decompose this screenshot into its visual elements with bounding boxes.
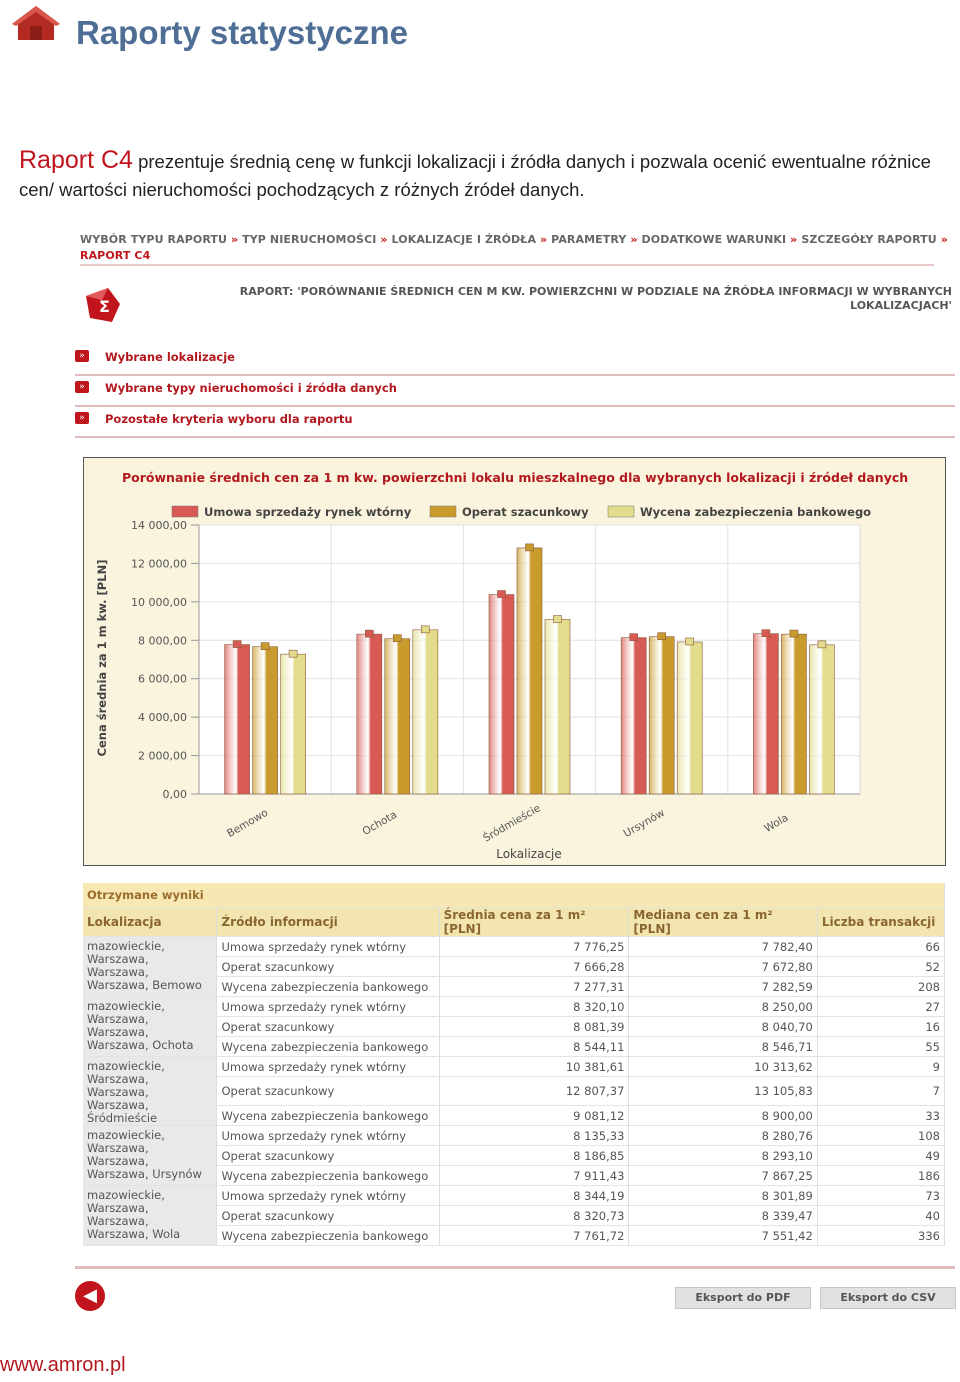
- transaction-count-cell: 186: [817, 1166, 944, 1186]
- bar: [781, 634, 806, 794]
- bar-marker: [233, 641, 241, 648]
- divider: [75, 1266, 955, 1269]
- location-line: Warszawa,: [87, 1012, 149, 1026]
- median-price-cell: 8 546,71: [629, 1037, 817, 1057]
- intro-text: prezentuje średnią cenę w funkcji lokalizacji i źródła danych i pozwala ocenić ewentualne różnice cen/ wartości nieruchomości pochodzących z różnych źródeł danych.: [19, 151, 931, 200]
- bar: [281, 654, 306, 794]
- bar: [253, 647, 278, 794]
- y-axis-label: Cena średnia za 1 m kw. [PLN]: [95, 559, 109, 757]
- bar-marker: [762, 630, 770, 637]
- bar: [621, 638, 646, 794]
- location-cell: [83, 997, 217, 1057]
- breadcrumb-separator: »: [230, 233, 239, 246]
- location-cell: [83, 1057, 217, 1126]
- transaction-count-cell: 336: [817, 1226, 944, 1246]
- mean-price-cell: 7 666,28: [439, 957, 629, 977]
- source-cell: Umowa sprzedaży rynek wtórny: [217, 1126, 439, 1146]
- table-header-row: [83, 908, 945, 937]
- x-tick-label: Wola: [762, 811, 791, 835]
- bar-marker: [658, 633, 666, 640]
- transaction-count-cell: 49: [817, 1146, 944, 1166]
- mean-price-cell: 8 186,85: [439, 1146, 629, 1166]
- divider: [80, 264, 934, 266]
- source-cell: Wycena zabezpieczenia bankowego: [217, 1037, 439, 1057]
- bar-marker: [818, 641, 826, 648]
- mean-price-cell: 8 081,39: [439, 1017, 629, 1037]
- median-price-cell: 8 280,76: [629, 1126, 817, 1146]
- legend-label: Operat szacunkowy: [462, 505, 589, 519]
- bar: [225, 645, 250, 794]
- transaction-count-cell: 16: [817, 1017, 944, 1037]
- location-line: Śródmieście: [87, 1111, 158, 1125]
- results-table: [83, 883, 945, 1243]
- section-label: Wybrane typy nieruchomości i źródła danych: [105, 381, 397, 395]
- bar: [545, 620, 570, 794]
- table-row: [83, 1126, 945, 1146]
- x-tick-label: Śródmieście: [481, 802, 543, 845]
- location-line: mazowieckie,: [87, 1188, 165, 1202]
- breadcrumb: [80, 232, 950, 264]
- breadcrumb-item[interactable]: DODATKOWE WARUNKI: [641, 233, 787, 246]
- location-line: Warszawa,: [87, 1141, 149, 1155]
- transaction-count-cell: 208: [817, 977, 944, 997]
- section-label: Wybrane lokalizacje: [105, 350, 235, 364]
- y-tick-label: 4 000,00: [138, 711, 187, 725]
- location-line: Warszawa,: [87, 952, 149, 966]
- legend-swatch: [430, 506, 456, 517]
- location-line: mazowieckie,: [87, 999, 165, 1013]
- home-icon[interactable]: [8, 4, 64, 44]
- mean-price-cell: 8 135,33: [439, 1126, 629, 1146]
- median-price-cell: 8 900,00: [629, 1106, 817, 1126]
- location-cell: [83, 1126, 217, 1186]
- breadcrumb-item[interactable]: WYBÓR TYPU RAPORTU: [80, 233, 228, 246]
- source-cell: Wycena zabezpieczenia bankowego: [217, 977, 439, 997]
- source-cell: Wycena zabezpieczenia bankowego: [217, 1226, 439, 1246]
- breadcrumb-item[interactable]: LOKALIZACJE I ŹRÓDŁA: [391, 233, 537, 246]
- column-header: Źródło informacji: [217, 908, 439, 937]
- mean-price-cell: 9 081,12: [439, 1106, 629, 1126]
- section-other-criteria[interactable]: [75, 410, 955, 438]
- table-row: [83, 937, 945, 957]
- median-price-cell: 7 867,25: [629, 1166, 817, 1186]
- location-line: Warszawa,: [87, 965, 149, 979]
- bar: [357, 634, 382, 794]
- transaction-count-cell: 9: [817, 1057, 944, 1077]
- bar: [489, 595, 514, 794]
- section-label: Pozostałe kryteria wyboru dla raportu: [105, 412, 353, 426]
- x-axis-label: Lokalizacje: [496, 847, 562, 861]
- transaction-count-cell: 66: [817, 937, 944, 957]
- legend-swatch: [608, 506, 634, 517]
- intro-paragraph: [19, 146, 949, 204]
- svg-text:Σ: Σ: [99, 297, 110, 316]
- bar: [809, 645, 834, 794]
- source-cell: Umowa sprzedaży rynek wtórny: [217, 997, 439, 1017]
- breadcrumb-current: RAPORT C4: [80, 249, 151, 262]
- median-price-cell: 7 782,40: [629, 937, 817, 957]
- y-tick-label: 2 000,00: [138, 749, 187, 763]
- bar-marker: [365, 630, 373, 637]
- y-tick-label: 14 000,00: [131, 519, 187, 532]
- column-header: Liczba transakcji: [817, 908, 944, 937]
- location-cell: [83, 1186, 217, 1246]
- mean-price-cell: 7 761,72: [439, 1226, 629, 1246]
- mean-price-cell: 8 344,19: [439, 1186, 629, 1206]
- mean-price-cell: 12 807,37: [439, 1077, 629, 1106]
- arrow-left-icon: ◀: [83, 1285, 97, 1306]
- back-button[interactable]: [75, 1281, 105, 1311]
- bar: [517, 548, 542, 794]
- transaction-count-cell: 73: [817, 1186, 944, 1206]
- table-caption: Otrzymane wyniki: [83, 883, 945, 908]
- mean-price-cell: 8 320,73: [439, 1206, 629, 1226]
- bar: [753, 634, 778, 794]
- source-cell: Umowa sprzedaży rynek wtórny: [217, 937, 439, 957]
- report-logo-icon: [82, 284, 124, 326]
- bar-marker: [630, 634, 638, 641]
- location-line: Warszawa,: [87, 1214, 149, 1228]
- export-pdf-button[interactable]: Eksport do PDF: [675, 1287, 811, 1309]
- y-tick-label: 0,00: [162, 788, 187, 801]
- bar: [413, 630, 438, 794]
- location-line: Warszawa, Ochota: [87, 1038, 194, 1052]
- median-price-cell: 7 282,59: [629, 977, 817, 997]
- chart-canvas: [84, 458, 945, 865]
- report-title: RAPORT: 'PORÓWNANIE ŚREDNICH CEN M KW. POWIERZCHNI W PODZIALE NA ŹRÓDŁA INFORMACJI W WYBRANYCH LOKALIZACJACH': [239, 285, 952, 312]
- column-header: Mediana cen za 1 m² [PLN]: [629, 908, 817, 937]
- location-line: Warszawa,: [87, 1025, 149, 1039]
- location-line: mazowieckie,: [87, 1128, 165, 1142]
- expand-icon: »: [75, 350, 89, 362]
- bar-marker: [498, 591, 506, 598]
- transaction-count-cell: 40: [817, 1206, 944, 1226]
- median-price-cell: 8 301,89: [629, 1186, 817, 1206]
- table-row: [83, 1057, 945, 1077]
- legend-label: Umowa sprzedaży rynek wtórny: [204, 505, 412, 519]
- source-cell: Umowa sprzedaży rynek wtórny: [217, 1186, 439, 1206]
- table-row: [83, 1186, 945, 1206]
- bar-marker: [526, 544, 534, 551]
- bar-marker: [554, 616, 562, 623]
- source-cell: Operat szacunkowy: [217, 957, 439, 977]
- location-line: mazowieckie,: [87, 939, 165, 953]
- mean-price-cell: 7 277,31: [439, 977, 629, 997]
- bar-marker: [686, 638, 694, 645]
- source-cell: Operat szacunkowy: [217, 1077, 439, 1106]
- section-property-types[interactable]: [75, 379, 955, 407]
- bar: [385, 639, 410, 794]
- x-tick-label: Ochota: [360, 808, 400, 839]
- footer-url[interactable]: www.amron.pl: [0, 1354, 126, 1376]
- transaction-count-cell: 52: [817, 957, 944, 977]
- breadcrumb-item[interactable]: SZCZEGÓŁY RAPORTU: [801, 233, 937, 246]
- bar: [649, 637, 674, 794]
- transaction-count-cell: 7: [817, 1077, 944, 1106]
- median-price-cell: 7 672,80: [629, 957, 817, 977]
- expand-icon: »: [75, 412, 89, 424]
- legend-label: Wycena zabezpieczenia bankowego: [640, 505, 872, 519]
- source-cell: Operat szacunkowy: [217, 1206, 439, 1226]
- bar-marker: [261, 643, 269, 650]
- bar: [677, 642, 702, 794]
- x-tick-label: Ursynów: [621, 806, 667, 840]
- report-name: Raport C4: [19, 146, 133, 174]
- breadcrumb-separator: »: [380, 233, 388, 246]
- location-cell: [83, 937, 217, 997]
- bar-marker: [421, 626, 429, 633]
- breadcrumb-separator: »: [630, 233, 638, 246]
- breadcrumb-item[interactable]: TYP NIERUCHOMOŚCI: [242, 233, 377, 246]
- median-price-cell: 8 250,00: [629, 997, 817, 1017]
- y-tick-label: 8 000,00: [138, 634, 187, 648]
- table-caption-row: [83, 883, 945, 908]
- source-cell: Operat szacunkowy: [217, 1017, 439, 1037]
- section-selected-locations[interactable]: [75, 348, 955, 376]
- mean-price-cell: 7 911,43: [439, 1166, 629, 1186]
- transaction-count-cell: 33: [817, 1106, 944, 1126]
- source-cell: Wycena zabezpieczenia bankowego: [217, 1166, 439, 1186]
- mean-price-cell: 8 544,11: [439, 1037, 629, 1057]
- bar-marker: [790, 630, 798, 637]
- median-price-cell: 8 040,70: [629, 1017, 817, 1037]
- source-cell: Wycena zabezpieczenia bankowego: [217, 1106, 439, 1126]
- mean-price-cell: 7 776,25: [439, 937, 629, 957]
- table-row: [83, 997, 945, 1017]
- location-line: Warszawa, Wola: [87, 1227, 181, 1241]
- breadcrumb-separator: »: [790, 233, 798, 246]
- y-tick-label: 10 000,00: [131, 595, 187, 609]
- median-price-cell: 8 293,10: [629, 1146, 817, 1166]
- location-line: Warszawa,: [87, 1098, 149, 1112]
- column-header: Lokalizacja: [83, 908, 217, 937]
- breadcrumb-separator: »: [940, 233, 948, 246]
- median-price-cell: 13 105,83: [629, 1077, 817, 1106]
- chart: [83, 457, 946, 866]
- mean-price-cell: 10 381,61: [439, 1057, 629, 1077]
- source-cell: Operat szacunkowy: [217, 1146, 439, 1166]
- location-line: Warszawa, Bemowo: [87, 978, 202, 992]
- location-line: Warszawa,: [87, 1085, 149, 1099]
- x-tick-label: Bemowo: [224, 806, 271, 840]
- bar-marker: [393, 635, 401, 642]
- column-header: Średnia cena za 1 m² [PLN]: [439, 908, 629, 937]
- transaction-count-cell: 27: [817, 997, 944, 1017]
- y-tick-label: 6 000,00: [138, 672, 187, 686]
- expand-icon: »: [75, 381, 89, 393]
- median-price-cell: 7 551,42: [629, 1226, 817, 1246]
- transaction-count-cell: 108: [817, 1126, 944, 1146]
- location-line: Warszawa,: [87, 1201, 149, 1215]
- bar-marker: [289, 650, 297, 657]
- breadcrumb-separator: »: [540, 233, 548, 246]
- export-csv-button[interactable]: Eksport do CSV: [820, 1287, 956, 1309]
- page-title: Raporty statystyczne: [76, 14, 408, 51]
- location-line: Warszawa, Ursynów: [87, 1167, 202, 1181]
- legend-swatch: [172, 506, 198, 517]
- location-line: mazowieckie,: [87, 1059, 165, 1073]
- median-price-cell: 10 313,62: [629, 1057, 817, 1077]
- location-line: Warszawa,: [87, 1072, 149, 1086]
- median-price-cell: 8 339,47: [629, 1206, 817, 1226]
- source-cell: Umowa sprzedaży rynek wtórny: [217, 1057, 439, 1077]
- chart-title: Porównanie średnich cen za 1 m kw. powierzchni lokalu mieszkalnego dla wybranych lokalizacji i źródeł danych: [122, 470, 909, 485]
- breadcrumb-item[interactable]: PARAMETRY: [551, 233, 627, 246]
- mean-price-cell: 8 320,10: [439, 997, 629, 1017]
- transaction-count-cell: 55: [817, 1037, 944, 1057]
- location-line: Warszawa,: [87, 1154, 149, 1168]
- y-tick-label: 12 000,00: [131, 557, 187, 571]
